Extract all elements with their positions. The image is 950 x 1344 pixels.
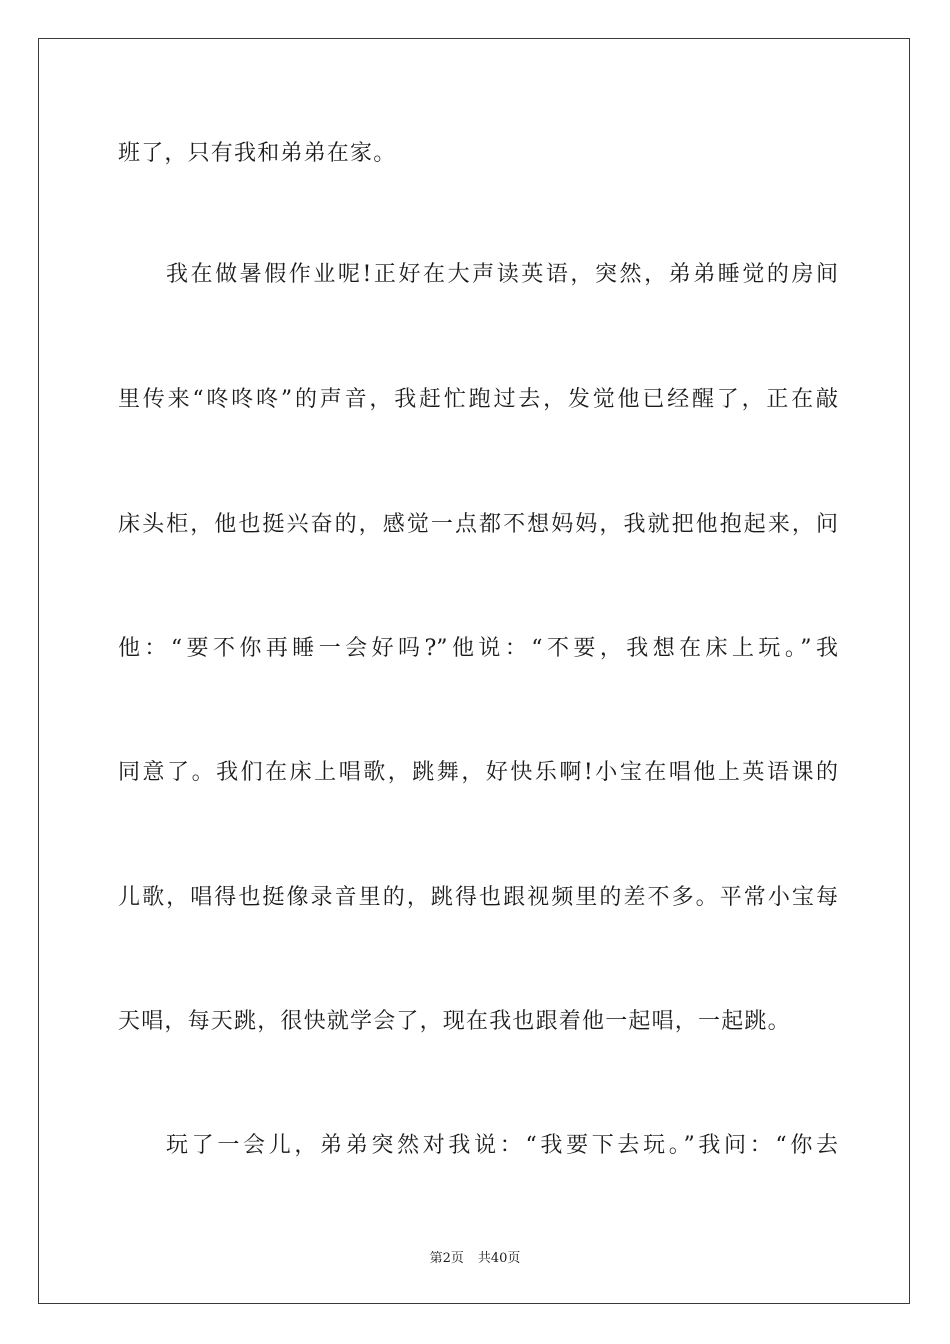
paragraph-line: 同意了。我们在床上唱歌，跳舞，好快乐啊!小宝在唱他上英语课的 <box>118 760 838 785</box>
page-border <box>38 38 910 1304</box>
paragraph-line: 床头柜，他也挺兴奋的，感觉一点都不想妈妈，我就把他抱起来，问 <box>118 512 838 537</box>
paragraph-line: 玩了一会儿，弟弟突然对我说：“我要下去玩。”我问：“你去 <box>166 1133 838 1158</box>
paragraph-line: 天唱，每天跳，很快就学会了，现在我也跟着他一起唱，一起跳。 <box>118 1009 791 1034</box>
page-footer <box>0 1247 950 1266</box>
paragraph-line: 班了，只有我和弟弟在家。 <box>118 141 397 166</box>
paragraph-line: 里传来“咚咚咚”的声音，我赶忙跑过去，发觉他已经醒了，正在敲 <box>118 387 838 412</box>
paragraph-line: 我在做暑假作业呢!正好在大声读英语，突然，弟弟睡觉的房间 <box>166 262 838 287</box>
paragraph-line: 他：“要不你再睡一会好吗?”他说：“不要，我想在床上玩。”我 <box>118 636 838 661</box>
page-number: 第2页 <box>429 1251 464 1266</box>
paragraph-line: 儿歌，唱得也挺像录音里的，跳得也跟视频里的差不多。平常小宝每 <box>118 885 838 910</box>
page-total: 共40页 <box>477 1251 521 1266</box>
